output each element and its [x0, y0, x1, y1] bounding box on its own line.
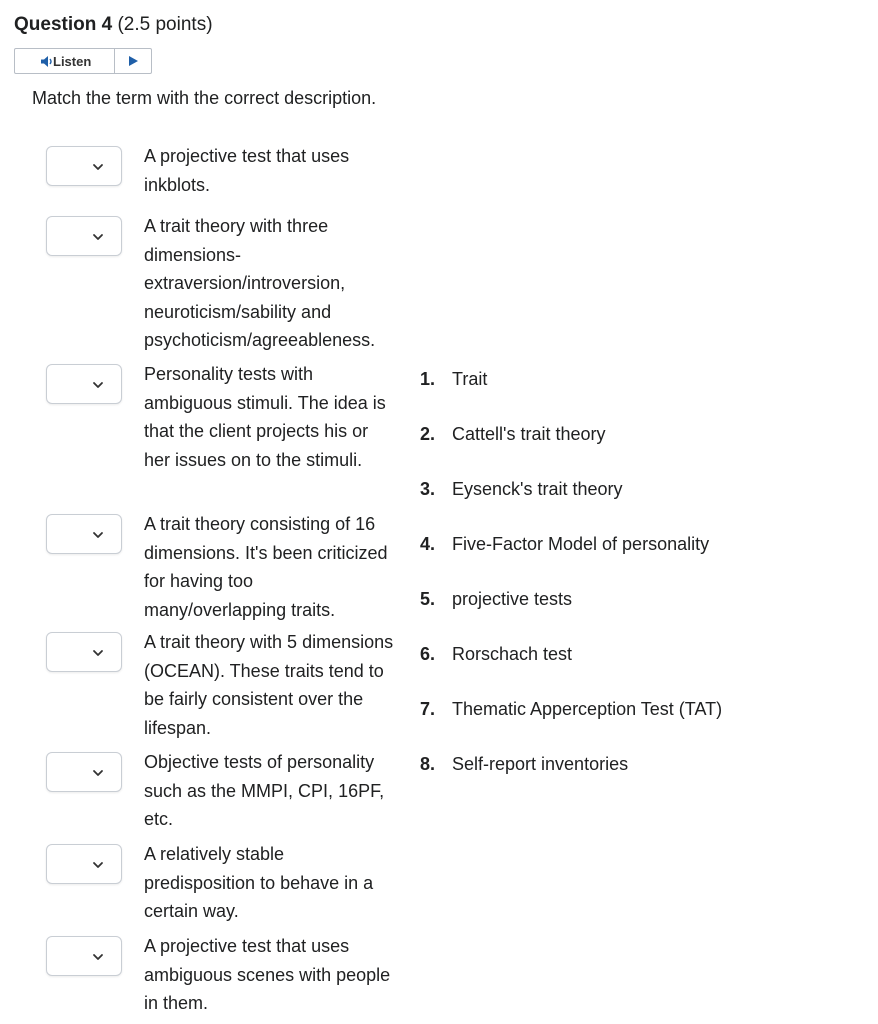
answer-text: Eysenck's trait theory [452, 479, 623, 499]
match-description: Objective tests of personality such as the MMPI, CPI, 16PF, etc. [144, 752, 385, 829]
answer-item [420, 699, 722, 720]
match-select[interactable] [46, 216, 122, 256]
answer-text: projective tests [452, 589, 573, 609]
answer-number: 1. [420, 369, 436, 389]
match-select[interactable] [46, 364, 122, 404]
match-select[interactable] [46, 844, 122, 884]
answer-item [420, 644, 572, 665]
chevron-down-icon [92, 648, 104, 658]
speaker-icon [40, 55, 54, 68]
match-select[interactable] [46, 936, 122, 976]
chevron-down-icon [92, 768, 104, 778]
answer-item [420, 589, 572, 610]
chevron-down-icon [92, 162, 104, 172]
answer-text: Five-Factor Model of personality [452, 534, 710, 554]
chevron-down-icon [92, 952, 104, 962]
answer-text: Thematic Apperception Test (TAT) [452, 699, 723, 719]
answer-number: 8. [420, 754, 436, 774]
match-description: Personality tests with ambiguous stimuli. The idea is that the client projects his or her issues on to the stimuli. [144, 364, 386, 470]
answer-item [420, 479, 623, 500]
question-title: Question 4 [14, 14, 113, 35]
answer-item [420, 534, 709, 555]
match-select[interactable] [46, 514, 122, 554]
match-select[interactable] [46, 752, 122, 792]
answer-number: 2. [420, 424, 436, 444]
question-points: (2.5 points) [117, 14, 213, 35]
listen-button[interactable] [15, 49, 115, 73]
match-description: A trait theory consisting of 16 dimensions. It's been criticized for having too many/overlapping traits. [144, 514, 388, 620]
answer-number: 6. [420, 644, 436, 664]
play-button[interactable] [115, 49, 151, 73]
chevron-down-icon [92, 530, 104, 540]
question-header [14, 14, 213, 36]
listen-toolbar [14, 48, 152, 74]
listen-label: Listen [53, 53, 92, 69]
answer-item [420, 369, 487, 390]
answer-text: Self-report inventories [452, 754, 629, 774]
answer-text: Rorschach test [452, 644, 573, 664]
match-description: A projective test that uses inkblots. [144, 146, 350, 195]
answer-number: 4. [420, 534, 436, 554]
chevron-down-icon [92, 380, 104, 390]
chevron-down-icon [92, 232, 104, 242]
match-select[interactable] [46, 146, 122, 186]
match-description: A trait theory with three dimensions- extraversion/introversion, neuroticism/sability and psychoticism/agreeableness. [144, 216, 376, 350]
chevron-down-icon [92, 860, 104, 870]
match-description: A trait theory with 5 dimensions (OCEAN). These traits tend to be fairly consistent over the lifespan. [144, 632, 394, 738]
answer-text: Cattell's trait theory [452, 424, 606, 444]
answer-item [420, 424, 606, 445]
answer-item [420, 754, 628, 775]
play-icon [127, 55, 139, 67]
answer-number: 3. [420, 479, 436, 499]
match-select[interactable] [46, 632, 122, 672]
match-description: A relatively stable predisposition to behave in a certain way. [144, 844, 374, 921]
answer-number: 7. [420, 699, 436, 719]
answer-number: 5. [420, 589, 436, 609]
match-description: A projective test that uses ambiguous scenes with people in them. [144, 936, 391, 1013]
answer-text: Trait [452, 369, 488, 389]
question-prompt: Match the term with the correct description. [32, 88, 377, 108]
